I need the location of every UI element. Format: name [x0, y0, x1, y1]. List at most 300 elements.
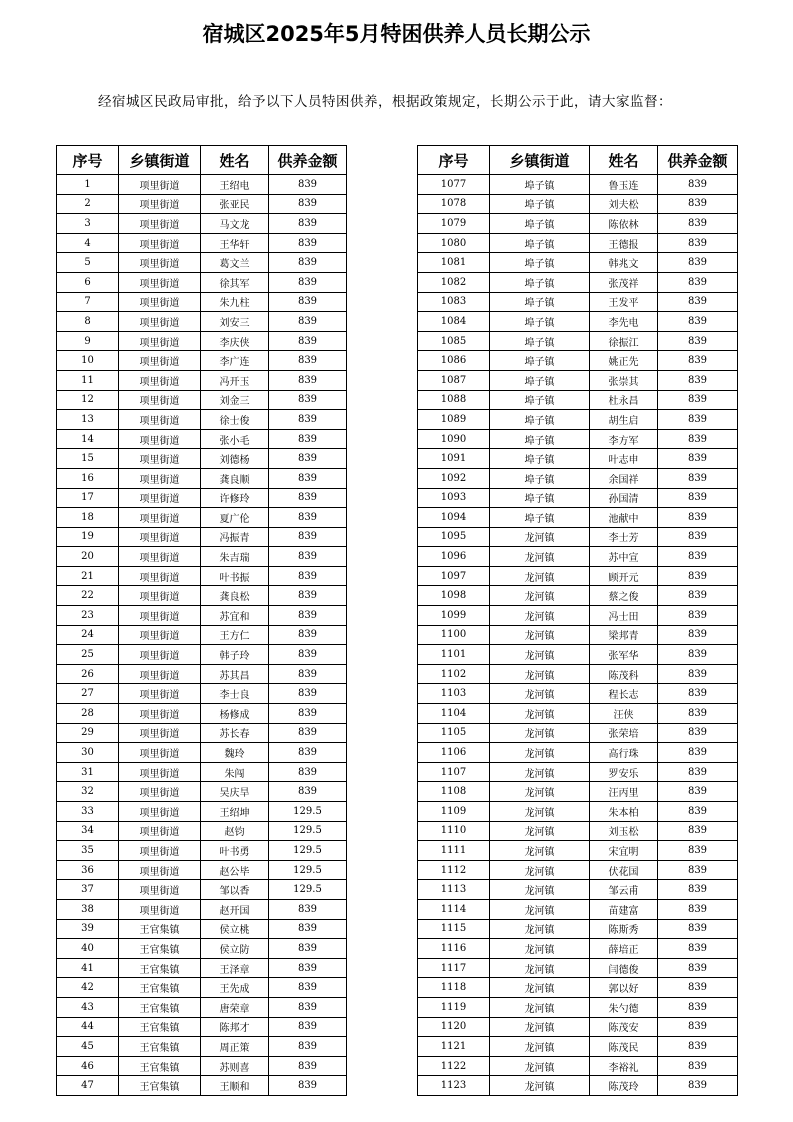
table-row [57, 586, 347, 606]
table-header-row [418, 146, 738, 175]
cell-amount: 839 [269, 606, 347, 626]
cell-serial: 23 [57, 606, 119, 626]
cell-name: 池献中 [590, 508, 658, 528]
cell-township: 项里街道 [119, 899, 201, 919]
cell-name: 朱九柱 [201, 292, 269, 312]
table-row [57, 939, 347, 959]
table-row [418, 488, 738, 508]
cell-township: 王官集镇 [119, 939, 201, 959]
cell-serial: 7 [57, 292, 119, 312]
cell-township: 项里街道 [119, 782, 201, 802]
cell-amount: 839 [658, 233, 738, 253]
cell-name: 唐荣章 [201, 997, 269, 1017]
cell-amount: 839 [269, 194, 347, 214]
cell-serial: 1099 [418, 606, 490, 626]
cell-amount: 839 [658, 860, 738, 880]
table-row [418, 821, 738, 841]
cell-serial: 1122 [418, 1056, 490, 1076]
cell-amount: 839 [658, 1056, 738, 1076]
cell-amount: 839 [269, 1076, 347, 1096]
cell-amount: 839 [658, 821, 738, 841]
cell-amount: 839 [269, 508, 347, 528]
table-row [418, 233, 738, 253]
cell-name: 李士良 [201, 684, 269, 704]
cell-serial: 1102 [418, 664, 490, 684]
cell-amount: 839 [269, 997, 347, 1017]
table-row [57, 370, 347, 390]
table-row [418, 331, 738, 351]
cell-amount: 839 [658, 429, 738, 449]
cell-name: 孙国清 [590, 488, 658, 508]
cell-township: 项里街道 [119, 214, 201, 234]
cell-township: 项里街道 [119, 527, 201, 547]
cell-serial: 1101 [418, 645, 490, 665]
cell-name: 王先成 [201, 978, 269, 998]
cell-name: 刘安三 [201, 312, 269, 332]
cell-serial: 1082 [418, 272, 490, 292]
cell-township: 项里街道 [119, 410, 201, 430]
header-serial: 序号 [418, 146, 490, 175]
cell-amount: 839 [269, 410, 347, 430]
cell-township: 埠子镇 [490, 508, 590, 528]
cell-serial: 1115 [418, 919, 490, 939]
cell-township: 龙河镇 [490, 527, 590, 547]
cell-amount: 839 [658, 978, 738, 998]
table-row [418, 312, 738, 332]
cell-name: 许修玲 [201, 488, 269, 508]
cell-serial: 38 [57, 899, 119, 919]
cell-amount: 839 [658, 880, 738, 900]
cell-serial: 41 [57, 958, 119, 978]
cell-amount: 839 [658, 762, 738, 782]
cell-name: 鲁玉连 [590, 175, 658, 195]
page-title: 宿城区2025年5月特困供养人员长期公示 [202, 22, 591, 46]
table-row [418, 645, 738, 665]
cell-name: 朱勺德 [590, 997, 658, 1017]
cell-name: 叶志申 [590, 449, 658, 469]
cell-name: 刘玉松 [590, 821, 658, 841]
cell-township: 龙河镇 [490, 958, 590, 978]
cell-name: 李庆侠 [201, 331, 269, 351]
cell-amount: 839 [269, 233, 347, 253]
cell-name: 王绍电 [201, 175, 269, 195]
cell-serial: 26 [57, 664, 119, 684]
cell-name: 韩子玲 [201, 645, 269, 665]
cell-township: 项里街道 [119, 860, 201, 880]
table-row [418, 997, 738, 1017]
cell-amount: 839 [658, 566, 738, 586]
cell-township: 项里街道 [119, 253, 201, 273]
cell-name: 汪侠 [590, 704, 658, 724]
cell-name: 张茂祥 [590, 272, 658, 292]
cell-township: 项里街道 [119, 449, 201, 469]
roster-body-right [418, 175, 738, 1096]
header-amount: 供养金额 [658, 146, 738, 175]
cell-serial: 1 [57, 175, 119, 195]
table-row [57, 625, 347, 645]
cell-name: 杜永昌 [590, 390, 658, 410]
cell-township: 龙河镇 [490, 586, 590, 606]
table-row [57, 899, 347, 919]
cell-serial: 36 [57, 860, 119, 880]
cell-serial: 2 [57, 194, 119, 214]
cell-township: 埠子镇 [490, 351, 590, 371]
cell-serial: 1103 [418, 684, 490, 704]
cell-serial: 1091 [418, 449, 490, 469]
cell-amount: 839 [658, 625, 738, 645]
cell-amount: 839 [658, 272, 738, 292]
table-row [418, 1056, 738, 1076]
cell-name: 陈茂科 [590, 664, 658, 684]
cell-township: 龙河镇 [490, 841, 590, 861]
cell-serial: 34 [57, 821, 119, 841]
cell-amount: 839 [658, 488, 738, 508]
cell-amount: 839 [269, 958, 347, 978]
table-row [57, 194, 347, 214]
cell-name: 伏花国 [590, 860, 658, 880]
cell-serial: 40 [57, 939, 119, 959]
cell-amount: 839 [269, 253, 347, 273]
cell-township: 项里街道 [119, 547, 201, 567]
cell-serial: 42 [57, 978, 119, 998]
cell-name: 李广连 [201, 351, 269, 371]
cell-amount: 839 [658, 802, 738, 822]
header-township: 乡镇街道 [119, 146, 201, 175]
cell-serial: 29 [57, 723, 119, 743]
cell-name: 程长志 [590, 684, 658, 704]
cell-amount: 839 [269, 214, 347, 234]
table-row [57, 312, 347, 332]
cell-name: 苏则喜 [201, 1056, 269, 1076]
cell-township: 龙河镇 [490, 625, 590, 645]
cell-amount: 839 [658, 312, 738, 332]
cell-name: 侯立桃 [201, 919, 269, 939]
table-row [418, 194, 738, 214]
cell-amount: 839 [269, 566, 347, 586]
cell-township: 项里街道 [119, 508, 201, 528]
table-row [57, 527, 347, 547]
cell-amount: 839 [658, 997, 738, 1017]
cell-amount: 839 [269, 449, 347, 469]
cell-township: 王官集镇 [119, 1037, 201, 1057]
cell-amount: 839 [269, 1056, 347, 1076]
cell-township: 项里街道 [119, 645, 201, 665]
cell-amount: 839 [658, 410, 738, 430]
cell-township: 王官集镇 [119, 1056, 201, 1076]
cell-amount: 839 [658, 214, 738, 234]
cell-serial: 25 [57, 645, 119, 665]
table-row [418, 527, 738, 547]
header-name: 姓名 [590, 146, 658, 175]
cell-township: 埠子镇 [490, 214, 590, 234]
table-row [418, 1017, 738, 1037]
cell-amount: 839 [269, 547, 347, 567]
cell-township: 项里街道 [119, 802, 201, 822]
cell-name: 冯士田 [590, 606, 658, 626]
cell-amount: 839 [658, 743, 738, 763]
cell-serial: 1119 [418, 997, 490, 1017]
table-row [57, 292, 347, 312]
cell-amount: 839 [658, 664, 738, 684]
cell-amount: 839 [658, 684, 738, 704]
cell-township: 埠子镇 [490, 488, 590, 508]
table-row [418, 449, 738, 469]
cell-name: 韩兆文 [590, 253, 658, 273]
cell-serial: 1090 [418, 429, 490, 449]
cell-name: 薛培正 [590, 939, 658, 959]
table-row [57, 606, 347, 626]
cell-township: 埠子镇 [490, 312, 590, 332]
cell-name: 高行珠 [590, 743, 658, 763]
cell-serial: 1107 [418, 762, 490, 782]
cell-township: 项里街道 [119, 390, 201, 410]
cell-serial: 11 [57, 370, 119, 390]
cell-township: 项里街道 [119, 606, 201, 626]
cell-name: 郭以好 [590, 978, 658, 998]
table-row [418, 625, 738, 645]
cell-serial: 14 [57, 429, 119, 449]
cell-serial: 1121 [418, 1037, 490, 1057]
cell-township: 龙河镇 [490, 1017, 590, 1037]
table-row [57, 1037, 347, 1057]
table-row [57, 547, 347, 567]
cell-name: 蔡之俊 [590, 586, 658, 606]
cell-township: 项里街道 [119, 331, 201, 351]
cell-township: 龙河镇 [490, 802, 590, 822]
cell-serial: 1098 [418, 586, 490, 606]
cell-township: 项里街道 [119, 488, 201, 508]
cell-amount: 839 [269, 625, 347, 645]
table-row [57, 1056, 347, 1076]
cell-name: 闫德俊 [590, 958, 658, 978]
table-row [418, 253, 738, 273]
table-row [418, 684, 738, 704]
cell-amount: 839 [269, 645, 347, 665]
cell-amount: 839 [658, 508, 738, 528]
cell-amount: 129.5 [269, 880, 347, 900]
table-row [57, 1017, 347, 1037]
table-row [57, 175, 347, 195]
table-row [57, 880, 347, 900]
header-serial: 序号 [57, 146, 119, 175]
cell-amount: 839 [658, 253, 738, 273]
cell-amount: 839 [269, 175, 347, 195]
table-row [57, 919, 347, 939]
cell-serial: 20 [57, 547, 119, 567]
cell-serial: 1109 [418, 802, 490, 822]
table-row [57, 566, 347, 586]
cell-township: 项里街道 [119, 429, 201, 449]
cell-township: 龙河镇 [490, 919, 590, 939]
table-row [418, 664, 738, 684]
table-row [418, 547, 738, 567]
cell-serial: 47 [57, 1076, 119, 1096]
cell-serial: 6 [57, 272, 119, 292]
cell-amount: 839 [269, 527, 347, 547]
cell-name: 朱闯 [201, 762, 269, 782]
table-row [57, 841, 347, 861]
cell-township: 龙河镇 [490, 1076, 590, 1096]
cell-serial: 21 [57, 566, 119, 586]
cell-township: 龙河镇 [490, 1037, 590, 1057]
cell-name: 王华轩 [201, 233, 269, 253]
cell-serial: 1095 [418, 527, 490, 547]
cell-amount: 839 [658, 841, 738, 861]
cell-name: 吴庆旱 [201, 782, 269, 802]
cell-township: 龙河镇 [490, 723, 590, 743]
cell-name: 张军华 [590, 645, 658, 665]
table-row [418, 272, 738, 292]
cell-amount: 839 [269, 429, 347, 449]
cell-name: 王泽章 [201, 958, 269, 978]
cell-amount: 839 [658, 606, 738, 626]
cell-name: 陈斯秀 [590, 919, 658, 939]
table-row [418, 841, 738, 861]
cell-name: 朱本柏 [590, 802, 658, 822]
cell-name: 汪丙里 [590, 782, 658, 802]
cell-amount: 839 [658, 1076, 738, 1096]
cell-township: 埠子镇 [490, 292, 590, 312]
cell-serial: 1087 [418, 370, 490, 390]
cell-serial: 33 [57, 802, 119, 822]
cell-serial: 1097 [418, 566, 490, 586]
roster-table-left [56, 145, 347, 1096]
cell-name: 顾开元 [590, 566, 658, 586]
table-row [418, 919, 738, 939]
cell-name: 陈依林 [590, 214, 658, 234]
cell-name: 赵公毕 [201, 860, 269, 880]
cell-township: 龙河镇 [490, 939, 590, 959]
cell-serial: 44 [57, 1017, 119, 1037]
table-row [57, 664, 347, 684]
cell-serial: 1096 [418, 547, 490, 567]
cell-serial: 1079 [418, 214, 490, 234]
table-row [57, 645, 347, 665]
table-row [418, 468, 738, 488]
cell-name: 邹云甫 [590, 880, 658, 900]
cell-name: 李方军 [590, 429, 658, 449]
cell-township: 项里街道 [119, 586, 201, 606]
cell-amount: 839 [269, 723, 347, 743]
cell-township: 龙河镇 [490, 1056, 590, 1076]
cell-serial: 1104 [418, 704, 490, 724]
cell-amount: 839 [269, 370, 347, 390]
cell-serial: 37 [57, 880, 119, 900]
cell-name: 刘德杨 [201, 449, 269, 469]
cell-township: 龙河镇 [490, 684, 590, 704]
cell-amount: 839 [658, 194, 738, 214]
table-row [418, 1076, 738, 1096]
cell-township: 埠子镇 [490, 449, 590, 469]
cell-township: 埠子镇 [490, 429, 590, 449]
cell-amount: 839 [658, 919, 738, 939]
cell-name: 龚良顺 [201, 468, 269, 488]
cell-name: 陈茂安 [590, 1017, 658, 1037]
cell-serial: 32 [57, 782, 119, 802]
roster-body-left [57, 175, 347, 1096]
cell-amount: 839 [658, 449, 738, 469]
cell-name: 杨修成 [201, 704, 269, 724]
cell-township: 龙河镇 [490, 664, 590, 684]
table-row [418, 939, 738, 959]
cell-serial: 9 [57, 331, 119, 351]
table-row [418, 370, 738, 390]
roster-table-right [417, 145, 738, 1096]
table-row [57, 997, 347, 1017]
cell-township: 埠子镇 [490, 410, 590, 430]
cell-name: 苏长春 [201, 723, 269, 743]
cell-township: 龙河镇 [490, 978, 590, 998]
table-row [418, 508, 738, 528]
cell-name: 李裕礼 [590, 1056, 658, 1076]
cell-name: 胡生启 [590, 410, 658, 430]
cell-amount: 839 [269, 782, 347, 802]
cell-amount: 839 [269, 1037, 347, 1057]
cell-serial: 1112 [418, 860, 490, 880]
cell-amount: 839 [269, 468, 347, 488]
cell-serial: 1120 [418, 1017, 490, 1037]
table-row [418, 429, 738, 449]
cell-serial: 1081 [418, 253, 490, 273]
header-name: 姓名 [201, 146, 269, 175]
cell-serial: 1077 [418, 175, 490, 195]
cell-township: 项里街道 [119, 272, 201, 292]
table-row [57, 978, 347, 998]
table-row [418, 175, 738, 195]
cell-township: 王官集镇 [119, 997, 201, 1017]
table-row [418, 214, 738, 234]
cell-serial: 39 [57, 919, 119, 939]
table-row [418, 351, 738, 371]
table-row [418, 704, 738, 724]
cell-amount: 839 [269, 292, 347, 312]
header-amount: 供养金额 [269, 146, 347, 175]
cell-serial: 12 [57, 390, 119, 410]
cell-name: 张亚民 [201, 194, 269, 214]
cell-name: 侯立防 [201, 939, 269, 959]
cell-amount: 839 [269, 488, 347, 508]
cell-serial: 1100 [418, 625, 490, 645]
cell-name: 魏玲 [201, 743, 269, 763]
cell-name: 冯开玉 [201, 370, 269, 390]
cell-township: 王官集镇 [119, 978, 201, 998]
cell-name: 苏中宣 [590, 547, 658, 567]
cell-name: 苗建富 [590, 899, 658, 919]
cell-amount: 839 [269, 919, 347, 939]
cell-name: 邹以香 [201, 880, 269, 900]
cell-amount: 839 [658, 939, 738, 959]
cell-township: 项里街道 [119, 351, 201, 371]
cell-serial: 46 [57, 1056, 119, 1076]
cell-township: 王官集镇 [119, 1017, 201, 1037]
table-row [57, 331, 347, 351]
cell-name: 陈茂民 [590, 1037, 658, 1057]
cell-serial: 45 [57, 1037, 119, 1057]
table-row [57, 782, 347, 802]
cell-amount: 839 [269, 664, 347, 684]
cell-township: 项里街道 [119, 664, 201, 684]
cell-township: 项里街道 [119, 175, 201, 195]
cell-name: 王方仁 [201, 625, 269, 645]
table-row [418, 978, 738, 998]
cell-township: 埠子镇 [490, 468, 590, 488]
table-row [57, 704, 347, 724]
cell-name: 陈邦才 [201, 1017, 269, 1037]
cell-township: 龙河镇 [490, 566, 590, 586]
cell-name: 刘金三 [201, 390, 269, 410]
cell-township: 项里街道 [119, 194, 201, 214]
table-row [418, 899, 738, 919]
